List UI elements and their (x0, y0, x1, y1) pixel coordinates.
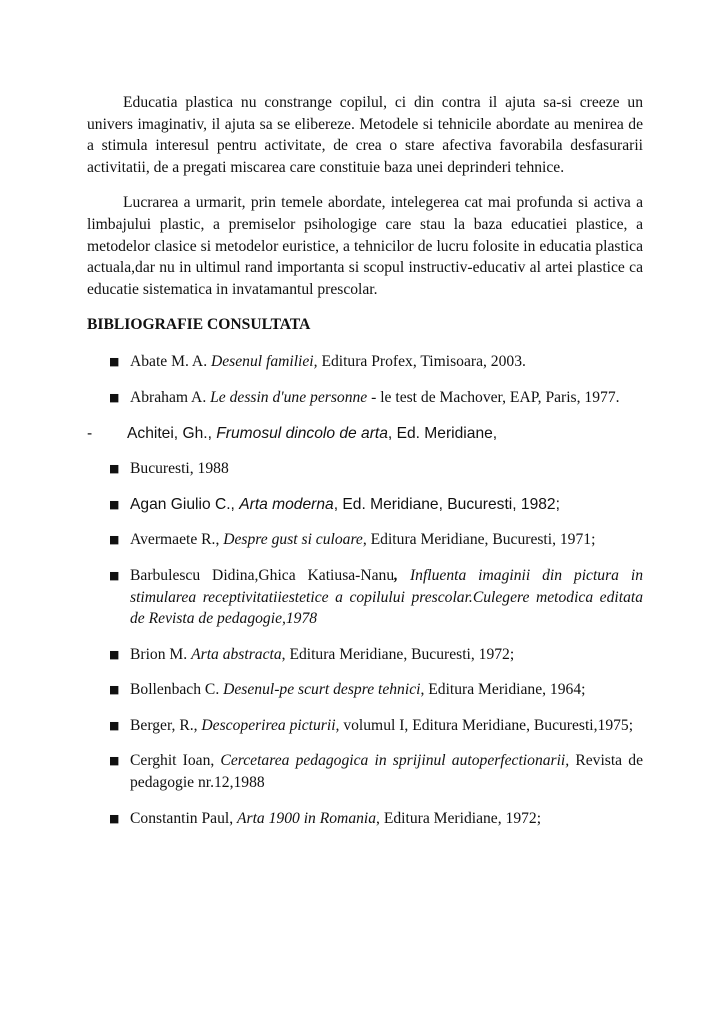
square-bullet-icon: ■ (109, 355, 120, 369)
bibliography-entry: ■ Agan Giulio C., Arta moderna, Ed. Meridiane, Bucuresti, 1982; (87, 494, 643, 516)
bibliography-entry: ■ Avermaete R., Despre gust si culoare, Editura Meridiane, Bucuresti, 1971; (87, 529, 643, 551)
square-bullet-icon: ■ (109, 683, 120, 697)
square-bullet-icon: ■ (109, 497, 120, 511)
bibliography-entry: - Achitei, Gh., Frumosul dincolo de arta, Ed. Meridiane, (87, 423, 643, 445)
dash-bullet-icon: - (87, 424, 93, 442)
bibliography-heading: BIBLIOGRAFIE CONSULTATA (87, 316, 311, 334)
paragraph-2: Lucrarea a urmarit, prin temele abordate, intelegerea cat mai profunda si activa a limbajului plastic, a premiselor psihologige care stau la baza educatiei plastice, a metodelor clasice si metodelor euristice, a tehnicilor de lucru folosite in educatia plastica actuala,dar nu in ultimul rand importanta si scopul instructiv-educativ al artei plastice ca educatie sistematica in invatamantul prescolar. (87, 194, 643, 298)
bibliography-entry: ■ Constantin Paul, Arta 1900 in Romania, Editura Meridiane, 1972; (87, 808, 643, 830)
square-bullet-icon: ■ (109, 568, 120, 582)
bibliography-entry: ■ Bucuresti, 1988 (87, 458, 643, 480)
bibliography-entry: ■ Cerghit Ioan, Cercetarea pedagogica in sprijinul autoperfectionarii, Revista de pedagogie nr.12,1988 (109, 752, 643, 792)
square-bullet-icon: ■ (109, 647, 120, 661)
bibliography-entry: ■ Berger, R., Descoperirea picturii, volumul I, Editura Meridiane, Bucuresti,1975; (87, 715, 643, 737)
square-bullet-icon: ■ (109, 533, 120, 547)
bibliography-entry: ■ Abraham A. Le dessin d'une personne - le test de Machover, EAP, Paris, 1977. (87, 387, 643, 409)
paragraph-1: Educatia plastica nu constrange copilul, ci din contra il ajuta sa-si creeze un univers imaginativ, il ajuta sa se elibereze. Metodele si tehnicile abordate au menirea de a stimula interesul pentru activitate, de crea o stare afectiva favorabila desfasurarii activitatii, de a pregati miscarea care constituie baza unei deprinderi tehnice. (87, 94, 643, 176)
bibliography-list (87, 351, 643, 829)
square-bullet-icon: ■ (109, 390, 120, 404)
bibliography-entry: ■ Brion M. Arta abstracta, Editura Meridiane, Bucuresti, 1972; (87, 644, 643, 666)
square-bullet-icon: ■ (109, 462, 120, 476)
bibliography-entry: ■ Abate M. A. Desenul familiei, Editura Profex, Timisoara, 2003. (87, 351, 643, 373)
bibliography-entry: ■ Bollenbach C. Desenul-pe scurt despre tehnici, Editura Meridiane, 1964; (87, 679, 643, 701)
square-bullet-icon: ■ (109, 811, 120, 825)
square-bullet-icon: ■ (109, 718, 120, 732)
square-bullet-icon: ■ (109, 754, 120, 768)
bibliography-entry: ■ Barbulescu Didina,Ghica Katiusa-Nanu, Influenta imaginii din pictura in stimularea receptivitatiiestetice a copilului prescolar.Culegere metodica editata de Revista de pedagogie,1978 (109, 566, 643, 628)
document-page (87, 92, 643, 843)
